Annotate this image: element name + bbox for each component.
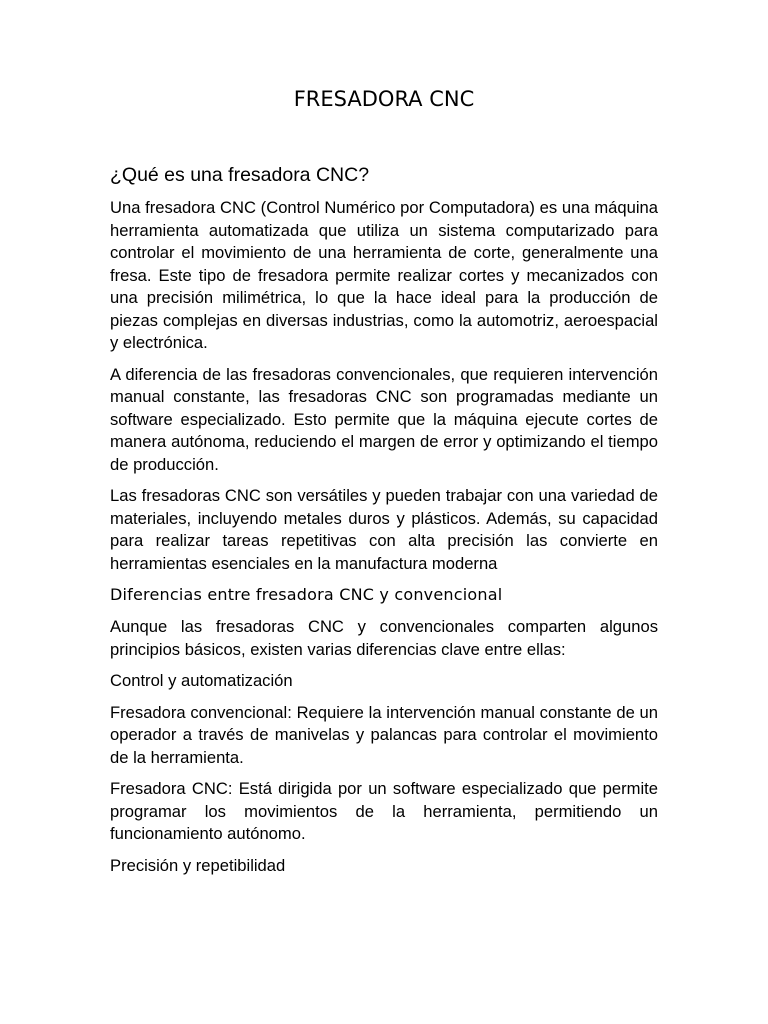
paragraph-comparison-intro: Aunque las fresadoras CNC y convencionales comparten algunos principios básicos, existen varias diferencias clave entre ellas: bbox=[110, 617, 658, 659]
paragraph-conventional-mill: Fresadora convencional: Requiere la intervención manual constante de un operador a través de manivelas y palancas para controlar el movimiento de la herramienta. bbox=[110, 702, 658, 767]
document-body bbox=[110, 163, 658, 886]
subheading-control: Control y automatización bbox=[110, 671, 293, 690]
subheading-precision: Precisión y repetibilidad bbox=[110, 855, 286, 875]
paragraph-cnc-mill: Fresadora CNC: Está dirigida por un software especializado que permite programar los movimientos de la herramienta, permitiendo un funcionamiento autónomo. bbox=[110, 779, 658, 843]
section-heading-differences: Diferencias entre fresadora CNC y convencional bbox=[110, 585, 503, 604]
section-heading-what-is: ¿Qué es una fresadora CNC? bbox=[110, 164, 370, 186]
document-title: FRESADORA CNC bbox=[293, 87, 475, 111]
paragraph-differences-intro: A diferencia de las fresadoras convencionales, que requieren intervención manual constante, las fresadoras CNC son programadas mediante un software especializado. Esto permite que la máquina ejecute cortes de manera autónoma, reduciendo el margen de error y optimizando el tiempo de producción. bbox=[110, 364, 658, 474]
paragraph-versatility: Las fresadoras CNC son versátiles y pueden trabajar con una variedad de materiales, incluyendo metales duros y plásticos. Además, su capacidad para realizar tareas repetitivas con alta precisión las convierte en herramientas esenciales en la manufactura moderna bbox=[110, 486, 658, 573]
paragraph-definition: Una fresadora CNC (Control Numérico por Computadora) es una máquina herramienta automatizada que utiliza un sistema computarizado para controlar el movimiento de una herramienta de corte, generalmente una fresa. Este tipo de fresadora permite realizar cortes y mecanizados con una precisión milimétrica, lo que la hace ideal para la producción de piezas complejas en diversas industrias, como la automotriz, aeroespacial y electrónica. bbox=[110, 198, 658, 352]
